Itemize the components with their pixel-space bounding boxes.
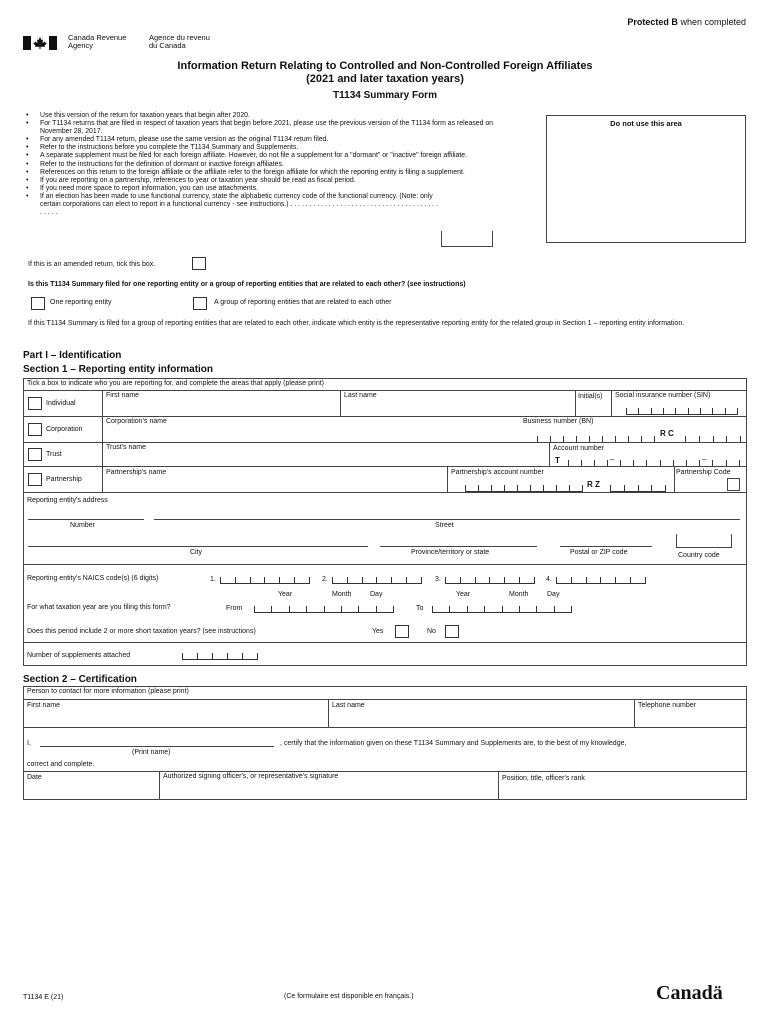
agency-name-fr xyxy=(149,34,210,50)
first-name-label: First name xyxy=(106,392,140,399)
to-day-label: Day xyxy=(547,591,560,598)
naics-3-field[interactable] xyxy=(445,574,535,584)
to-date-field[interactable] xyxy=(432,603,572,613)
amended-label: If this is an amended return, tick this box. xyxy=(28,261,156,268)
part1-heading: Part I – Identification xyxy=(23,350,122,361)
title-line3: T1134 Summary Form xyxy=(333,90,437,101)
partnership-name-label: Partnership's name xyxy=(106,469,167,476)
section2-heading: Section 2 – Certification xyxy=(23,674,137,685)
from-year-label: Year xyxy=(278,591,293,598)
individual-checkbox[interactable] xyxy=(28,397,42,410)
instruction-item: • Refer to the instructions for the definition of dormant or inactive foreign affiliates. xyxy=(40,161,515,169)
protected-b-label xyxy=(627,17,746,27)
amended-checkbox[interactable] xyxy=(192,257,206,270)
one-entity-label: One reporting entity xyxy=(50,299,112,306)
when-completed-text: when completed xyxy=(680,17,746,27)
naics-1-field[interactable] xyxy=(220,574,310,584)
form-id: T1134 E (21) xyxy=(23,994,64,1001)
title-line1: Information Return Relating to Controlled and Non-Controlled Foreign Affiliates xyxy=(177,60,593,72)
number-label: Number xyxy=(70,522,95,529)
naics-1-label: 1. xyxy=(210,576,216,583)
group-entities-checkbox[interactable] xyxy=(193,297,207,310)
partnership-code-label: Partnership Code xyxy=(676,469,731,476)
partnership-program-field[interactable] xyxy=(610,482,666,492)
last-name-label: Last name xyxy=(344,392,377,399)
from-day-label: Day xyxy=(370,591,383,598)
short-years-question: Does this period include 2 or more short taxation years? (see instructions) xyxy=(27,628,256,635)
trust-label: Trust xyxy=(46,451,62,458)
rz-label: R Z xyxy=(587,480,600,489)
instruction-item: • For any amended T1134 return, please use the same version as the original T1134 return filed. xyxy=(40,136,515,144)
trust-checkbox[interactable] xyxy=(28,448,42,461)
partnership-account-label: Partnership's account number xyxy=(451,469,544,476)
partnership-checkbox[interactable] xyxy=(28,473,42,486)
number-field[interactable] xyxy=(28,519,144,520)
form-title xyxy=(0,60,770,102)
instruction-item: • References on this return to the foreign affiliate or the affiliate refer to the foreign affiliate for which the reporting entity is filing a supplement. xyxy=(40,169,515,177)
print-name-label: (Print name) xyxy=(132,749,171,756)
french-availability: (Ce formulaire est disponible en français.) xyxy=(284,993,414,1000)
naics-label: Reporting entity's NAICS code(s) (6 digits) xyxy=(27,575,159,582)
group-note: If this T1134 Summary is filed for a group of reporting entities that are related to each other, indicate which entity is the representative reporting entity for the related group in Section 1 – reporting entity information. xyxy=(28,320,685,327)
instruction-item: • If you are reporting on a partnership, references to year or taxation year should be read as fiscal period. xyxy=(40,177,515,185)
instruction-item: • If you need more space to report information, you can use attachments. xyxy=(40,185,515,193)
agency-en-line2: Agency xyxy=(68,41,94,50)
position-label: Position, title, officer's rank xyxy=(502,775,585,782)
one-entity-checkbox[interactable] xyxy=(31,297,45,310)
sin-field[interactable] xyxy=(626,405,738,415)
corporation-label: Corporation xyxy=(46,426,83,433)
initials-label: Initial(s) xyxy=(578,393,603,400)
country-code-field[interactable] xyxy=(676,534,732,548)
taxation-year-question: For what taxation year are you filing this form? xyxy=(27,604,171,611)
city-label: City xyxy=(190,549,203,556)
contact-label: Person to contact for more information (please print) xyxy=(27,688,189,695)
instructions-list xyxy=(40,112,515,217)
from-month-label: Month xyxy=(332,591,352,598)
filing-question: Is this T1134 Summary filed for one reporting entity or a group of reporting entities that are related to each other? (see instructions) xyxy=(28,281,466,288)
to-month-label: Month xyxy=(509,591,529,598)
certify-statement: , certify that the information given on these T1134 Summary and Supplements are, to the best of my knowledge, xyxy=(280,740,627,747)
contact-first-name-label: First name xyxy=(27,702,61,709)
instruction-item: • For T1134 returns that are filed in respect of taxation years that begin before 2021, please use the previous version of the T1134 form as released on November 28, 2017. xyxy=(40,120,515,136)
short-years-yes-checkbox[interactable] xyxy=(395,625,409,638)
correct-complete-text: correct and complete. xyxy=(27,761,95,768)
protected-b-text: Protected B xyxy=(627,17,678,27)
partnership-label: Partnership xyxy=(46,476,82,483)
title-line2: (2021 and later taxation years) xyxy=(306,73,464,85)
corporation-checkbox[interactable] xyxy=(28,423,42,436)
supplements-label: Number of supplements attached xyxy=(27,652,131,659)
instruction-item: • Use this version of the return for taxation years that begin after 2020. xyxy=(40,112,515,120)
partnership-account-field[interactable] xyxy=(465,482,583,492)
dash: – xyxy=(610,455,615,464)
print-name-field[interactable] xyxy=(40,746,274,747)
agency-name-en xyxy=(68,34,126,50)
province-label: Province/territory or state xyxy=(411,549,490,556)
individual-label: Individual xyxy=(46,400,76,407)
instruction-item: • If an election has been made to use functional currency, state the alphabetic currency code of the functional currency. (Note: only certain corporations can elect to report in a functional currency - see instructions.) . . . . . . . . . . . . . . . . . . . . . . . . . . . . . . . . . . . . . . . . . . . . xyxy=(40,193,440,217)
instruction-item: • A separate supplement must be filed for each foreign affiliate. However, do not file a supplement for a "dormant" or "inactive" foreign affiliate. xyxy=(40,152,515,160)
to-year-label: Year xyxy=(456,591,471,598)
province-field[interactable] xyxy=(380,546,537,547)
from-label: From xyxy=(226,605,243,612)
agency-fr-line1: Agence du revenu xyxy=(149,33,210,42)
naics-2-field[interactable] xyxy=(332,574,422,584)
corporation-name-label: Corporation's name xyxy=(106,418,167,425)
tick-intro: Tick a box to indicate who you are reporting for, and complete the areas that apply (please print) xyxy=(27,380,325,387)
from-date-field[interactable] xyxy=(254,603,394,613)
instruction-item: • Refer to the instructions before you complete the T1134 Summary and Supplements. xyxy=(40,144,515,152)
country-code-label: Country code xyxy=(678,552,720,559)
section1-heading: Section 1 – Reporting entity information xyxy=(23,364,214,375)
currency-code-field[interactable] xyxy=(441,231,493,247)
street-label: Street xyxy=(435,522,454,529)
address-label: Reporting entity's address xyxy=(27,497,108,504)
trust-name-label: Trust's name xyxy=(106,444,146,451)
canada-flag-icon xyxy=(23,36,57,50)
telephone-label: Telephone number xyxy=(638,702,696,709)
agency-fr-line2: du Canada xyxy=(149,41,186,50)
naics-4-field[interactable] xyxy=(556,574,646,584)
naics-2-label: 2. xyxy=(322,576,328,583)
canada-wordmark xyxy=(656,982,723,1005)
contact-last-name-label: Last name xyxy=(332,702,365,709)
short-years-no-checkbox[interactable] xyxy=(445,625,459,638)
rc-label: R C xyxy=(660,429,674,438)
business-number-label: Business number (BN) xyxy=(523,418,594,425)
postal-label: Postal or ZIP code xyxy=(570,549,628,556)
postal-field[interactable] xyxy=(560,546,652,547)
yes-label: Yes xyxy=(372,628,384,635)
group-entities-label: A group of reporting entities that are related to each other xyxy=(214,299,392,306)
street-field[interactable] xyxy=(154,519,740,520)
no-label: No xyxy=(427,628,436,635)
canada-wordmark-text: Canadä xyxy=(656,982,723,1004)
signature-label: Authorized signing officer's, or representative's signature xyxy=(163,773,339,780)
certify-i-label: I, xyxy=(27,740,31,747)
partnership-code-field[interactable] xyxy=(727,478,740,491)
naics-3-label: 3. xyxy=(435,576,441,583)
date-label: Date xyxy=(27,774,42,781)
account-number-label: Account number xyxy=(553,445,604,452)
t-prefix: T xyxy=(555,456,560,465)
city-field[interactable] xyxy=(28,546,368,547)
to-label: To xyxy=(416,605,424,612)
supplements-field[interactable] xyxy=(182,650,258,660)
dash: – xyxy=(702,455,707,464)
naics-4-label: 4. xyxy=(546,576,552,583)
do-not-use-area xyxy=(546,115,746,243)
sin-label: Social insurance number (SIN) xyxy=(615,392,711,399)
do-not-use-label: Do not use this area xyxy=(610,119,682,128)
agency-en-line1: Canada Revenue xyxy=(68,33,127,42)
